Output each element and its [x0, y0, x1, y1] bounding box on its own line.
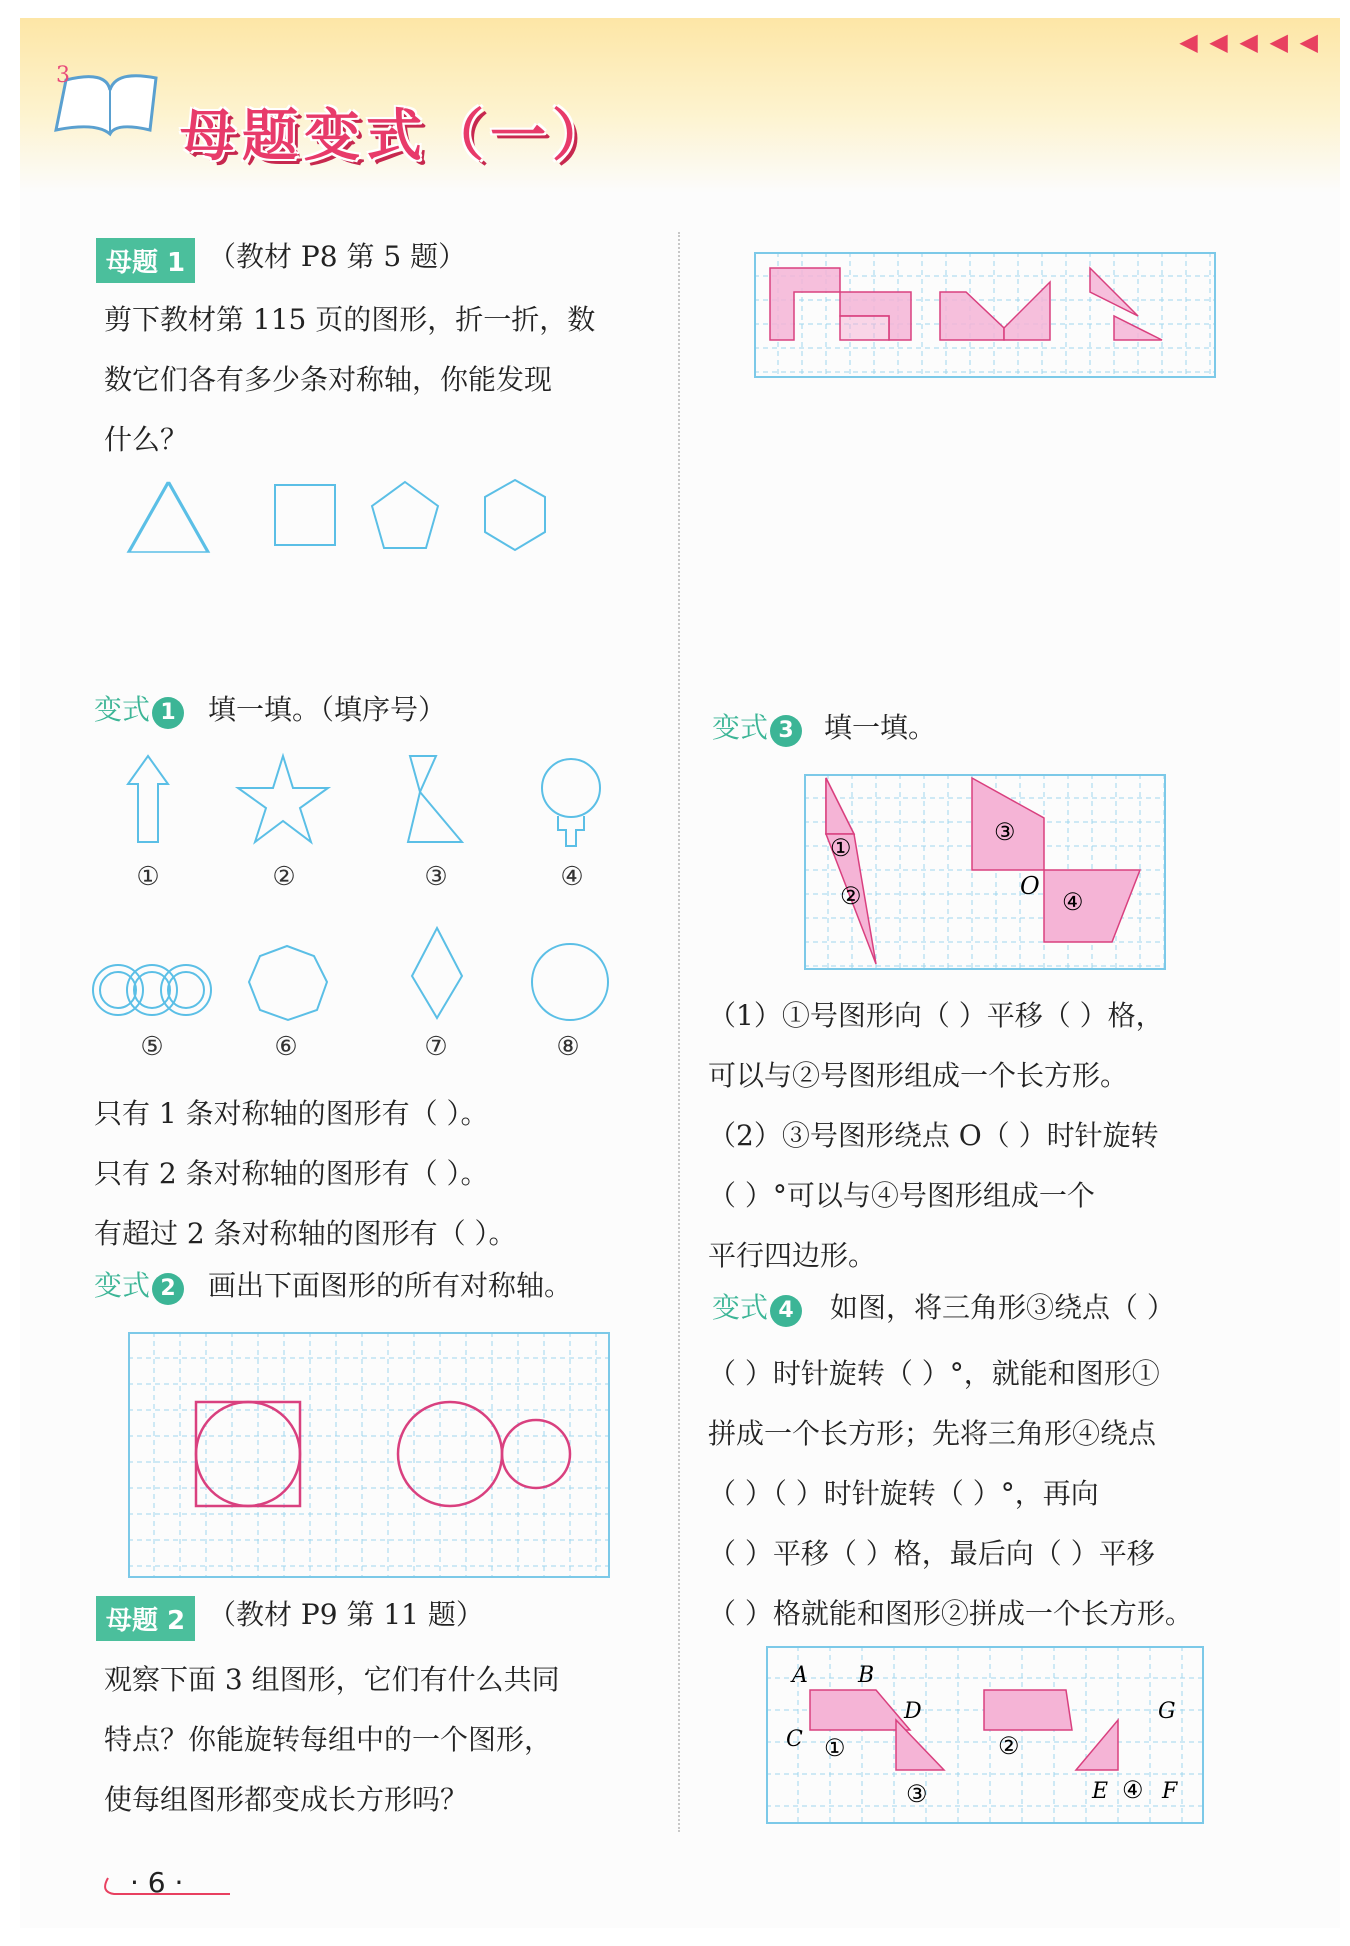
shape-num-7: ⑦ [424, 1032, 448, 1062]
var4-label-3: ③ [906, 1780, 928, 1808]
shape-num-2: ② [272, 862, 296, 892]
var4-point-a: A [792, 1663, 808, 1688]
var4-point-c: C [786, 1727, 803, 1752]
mother2-line-2: 特点？你能旋转每组中的一个图形， [104, 1723, 553, 1756]
shape-num-3: ③ [424, 862, 448, 892]
mother1-shapes [120, 470, 640, 570]
var3-point-o: O [1020, 872, 1040, 900]
var3-line-1: （1）①号图形向（ ）平移（ ）格， [708, 999, 1164, 1032]
shape-num-4: ④ [560, 862, 584, 892]
group1-shape-a [770, 268, 840, 340]
var3-line-2: 可以与②号图形组成一个长方形。 [708, 1059, 1129, 1092]
shape-num-1: ① [136, 862, 160, 892]
var4-line-5: （ ）格就能和图形②拼成一个长方形。 [708, 1597, 1193, 1630]
var3-label-4: ④ [1062, 888, 1084, 916]
var2-grid-figure [128, 1332, 610, 1578]
star-shape [238, 756, 328, 842]
var1-question-3: 有超过 2 条对称轴的图形有（ ）。 [94, 1217, 517, 1250]
var3-label-2: ② [840, 882, 862, 910]
var1-label: 变式 1 [94, 692, 184, 729]
circle-shape [532, 944, 608, 1020]
mother1-line-2: 数它们各有多少条对称轴，你能发现 [104, 363, 553, 396]
heptagon-shape [249, 946, 327, 1020]
var4-label-4: ④ [1122, 1776, 1144, 1804]
var3-line-3: （2）③号图形绕点 O（ ）时针旋转 [708, 1119, 1159, 1152]
var3-label-1: ① [830, 834, 852, 862]
var4-label-2: ② [998, 1732, 1020, 1760]
bowtie-shape [408, 756, 462, 842]
var4-label: 变式 4 [712, 1290, 802, 1327]
rhombus-shape [412, 928, 462, 1018]
var3-number: 3 [770, 715, 802, 747]
var4-point-e: E [1092, 1779, 1109, 1804]
mother2-tag: 母题 2 [96, 1596, 195, 1641]
var1-question-2: 只有 2 条对称轴的图形有（ ）。 [94, 1157, 489, 1190]
var4-shape-3 [896, 1720, 944, 1770]
icon-numeral: 3 [56, 63, 70, 88]
large-circle [398, 1402, 502, 1506]
var4-point-b: B [858, 1663, 875, 1688]
lollipop-shape [542, 759, 600, 817]
var4-line-4: （ ）平移（ ）格，最后向（ ）平移 [708, 1537, 1155, 1570]
mother2-grid-figure [754, 252, 1216, 378]
triangle-shape [129, 482, 208, 552]
var1-question-1: 只有 1 条对称轴的图形有（ ）。 [94, 1097, 489, 1130]
var3-shape-1b [826, 778, 854, 834]
group2-shape-b [1004, 282, 1050, 340]
var2-grid [128, 1332, 610, 1578]
book-icon [46, 60, 176, 140]
hexagon-shape [485, 480, 545, 550]
var1-number: 1 [152, 697, 184, 729]
shape-num-8: ⑧ [556, 1032, 580, 1062]
var4-shape-2 [984, 1690, 1072, 1730]
mother1-tag: 母题 1 [96, 238, 195, 283]
var1-shapes [90, 750, 630, 1060]
mother1-line-1: 剪下教材第 115 页的图形，折一折，数 [104, 303, 596, 336]
var2-text: 画出下面图形的所有对称轴。 [208, 1269, 573, 1302]
corner-arrows: ◀ ◀ ◀ ◀ ◀ [1179, 28, 1320, 56]
var2-number: 2 [152, 1273, 184, 1305]
var3-label-3: ③ [994, 818, 1016, 846]
rings-shape [93, 965, 211, 1015]
mother1-source: （教材 P8 第 5 题） [208, 240, 467, 273]
var4-label-1: ① [824, 1734, 846, 1762]
var3-text: 填一填。 [824, 711, 937, 744]
var1-text: 填一填。（填序号） [208, 693, 447, 726]
var4-line-2: 拼成一个长方形；先将三角形④绕点 [708, 1417, 1157, 1450]
var4-point-g: G [1158, 1699, 1176, 1724]
page-title: 母题变式（一） [180, 104, 614, 169]
var4-point-f: F [1162, 1779, 1178, 1804]
mother1-line-3: 什么？ [104, 423, 189, 456]
mother2-line-1: 观察下面 3 组图形，它们有什么共同 [104, 1663, 560, 1696]
var3-label: 变式 3 [712, 710, 802, 747]
var3-grid-figure [804, 774, 1166, 970]
pentagon-shape [372, 482, 438, 548]
arrow-shape [128, 756, 168, 842]
var4-number: 4 [770, 1295, 802, 1327]
mother2-line-3: 使每组图形都变成长方形吗？ [104, 1783, 469, 1816]
var4-grid-figure [766, 1646, 1204, 1824]
group1-shape-c [840, 316, 889, 340]
square-shape [275, 485, 335, 545]
var2-label: 变式 2 [94, 1268, 184, 1305]
var4-line-1: （ ）时针旋转（ ）°，就能和图形① [708, 1357, 1160, 1390]
var3-shape-4 [1044, 870, 1140, 942]
var4-text: 如图，将三角形③绕点（ ） [830, 1291, 1175, 1324]
column-divider [678, 232, 680, 1832]
var3-line-4: （ ）°可以与④号图形组成一个 [708, 1179, 1095, 1212]
var4-shape-4 [1076, 1720, 1118, 1770]
var3-line-5: 平行四边形。 [708, 1239, 877, 1272]
var4-line-3: （ ）（ ）时针旋转（ ）°，再向 [708, 1477, 1099, 1510]
shape-num-5: ⑤ [140, 1032, 164, 1062]
small-circle [502, 1420, 570, 1488]
mother2-source: （教材 P9 第 11 题） [208, 1598, 484, 1631]
shape-num-6: ⑥ [274, 1032, 298, 1062]
var4-point-d: D [904, 1699, 922, 1724]
page-number: · 6 · [130, 1866, 184, 1899]
